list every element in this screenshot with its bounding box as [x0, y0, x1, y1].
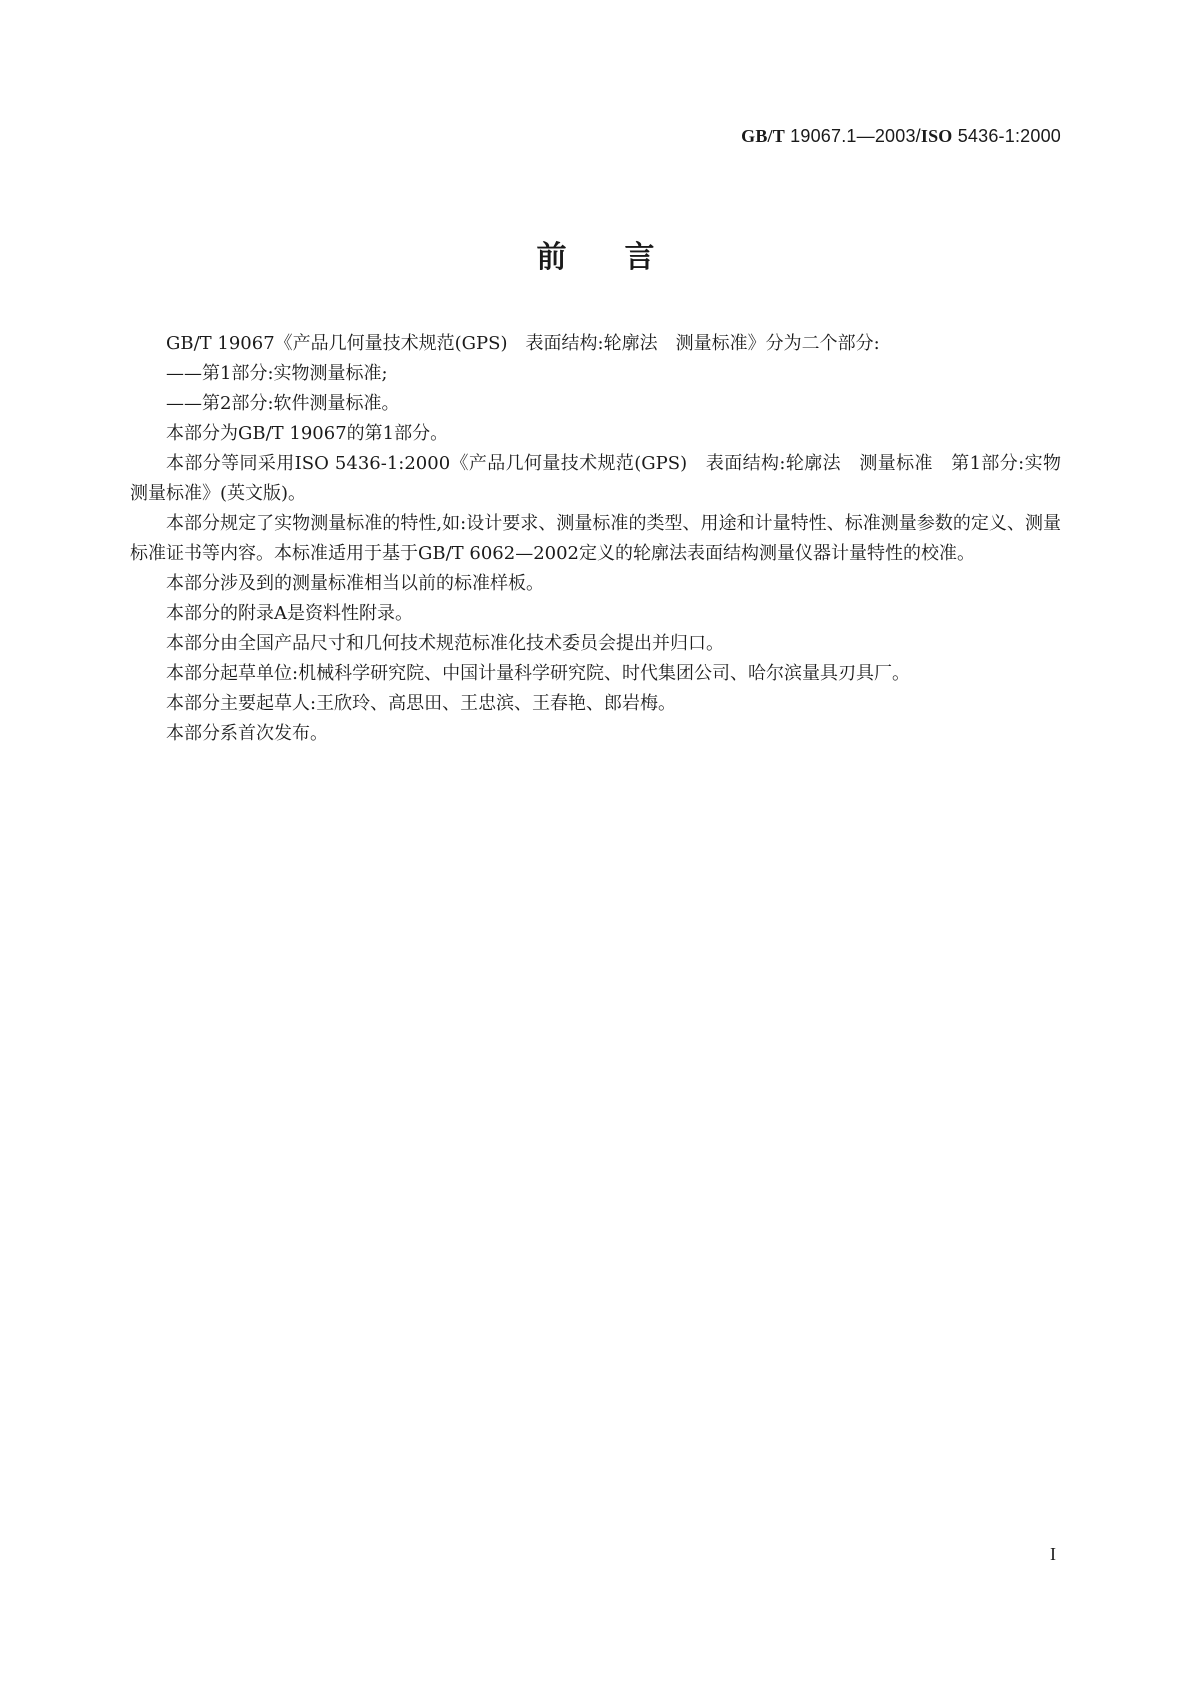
- iso-prefix: ISO: [920, 126, 953, 146]
- paragraph-part-statement: 本部分为GB/T 19067的第1部分。: [166, 423, 449, 444]
- paragraph-proposer: 本部分由全国产品尺寸和几何技术规范标准化技术委员会提出并归口。: [166, 633, 724, 654]
- list-item-part-2: ——第2部分:软件测量标准。: [166, 393, 400, 414]
- paragraph-drafters: 本部分主要起草人:王欣玲、高思田、王忠滨、王春艳、郎岩梅。: [166, 693, 677, 714]
- standard-number-header: [741, 126, 1061, 147]
- paragraph-equivalence: 本部分涉及到的测量标准相当以前的标准样板。: [166, 573, 544, 594]
- paragraph-first-release: 本部分系首次发布。: [166, 723, 328, 744]
- paragraph-annex: 本部分的附录A是资料性附录。: [166, 603, 413, 624]
- paragraph-parts-intro: GB/T 19067《产品几何量技术规范(GPS) 表面结构:轮廓法 测量标准》分为二个部分:: [166, 333, 880, 354]
- iso-number: 5436-1:2000: [952, 126, 1061, 146]
- paragraph-scope: 本部分规定了实物测量标准的特性,如:设计要求、测量标准的类型、用途和计量特性、标准测量参数的定义、测量标准证书等内容。本标准适用于基于GB/T 6062—2002定义的轮廓法表面结构测量仪器计量特性的校准。: [130, 513, 1061, 564]
- standard-prefix: GB/T: [741, 126, 785, 146]
- page-title: 前言: [536, 240, 713, 275]
- list-item-part-1: ——第1部分:实物测量标准;: [166, 363, 388, 384]
- foreword-body: [130, 329, 1061, 749]
- standard-number: 19067.1—2003/: [784, 126, 921, 146]
- paragraph-adoption: 本部分等同采用ISO 5436-1:2000《产品几何量技术规范(GPS) 表面结构:轮廓法 测量标准 第1部分:实物测量标准》(英文版)。: [130, 453, 1061, 504]
- paragraph-drafting-units: 本部分起草单位:机械科学研究院、中国计量科学研究院、时代集团公司、哈尔滨量具刃具厂。: [166, 663, 911, 684]
- page-number: I: [1050, 1544, 1056, 1564]
